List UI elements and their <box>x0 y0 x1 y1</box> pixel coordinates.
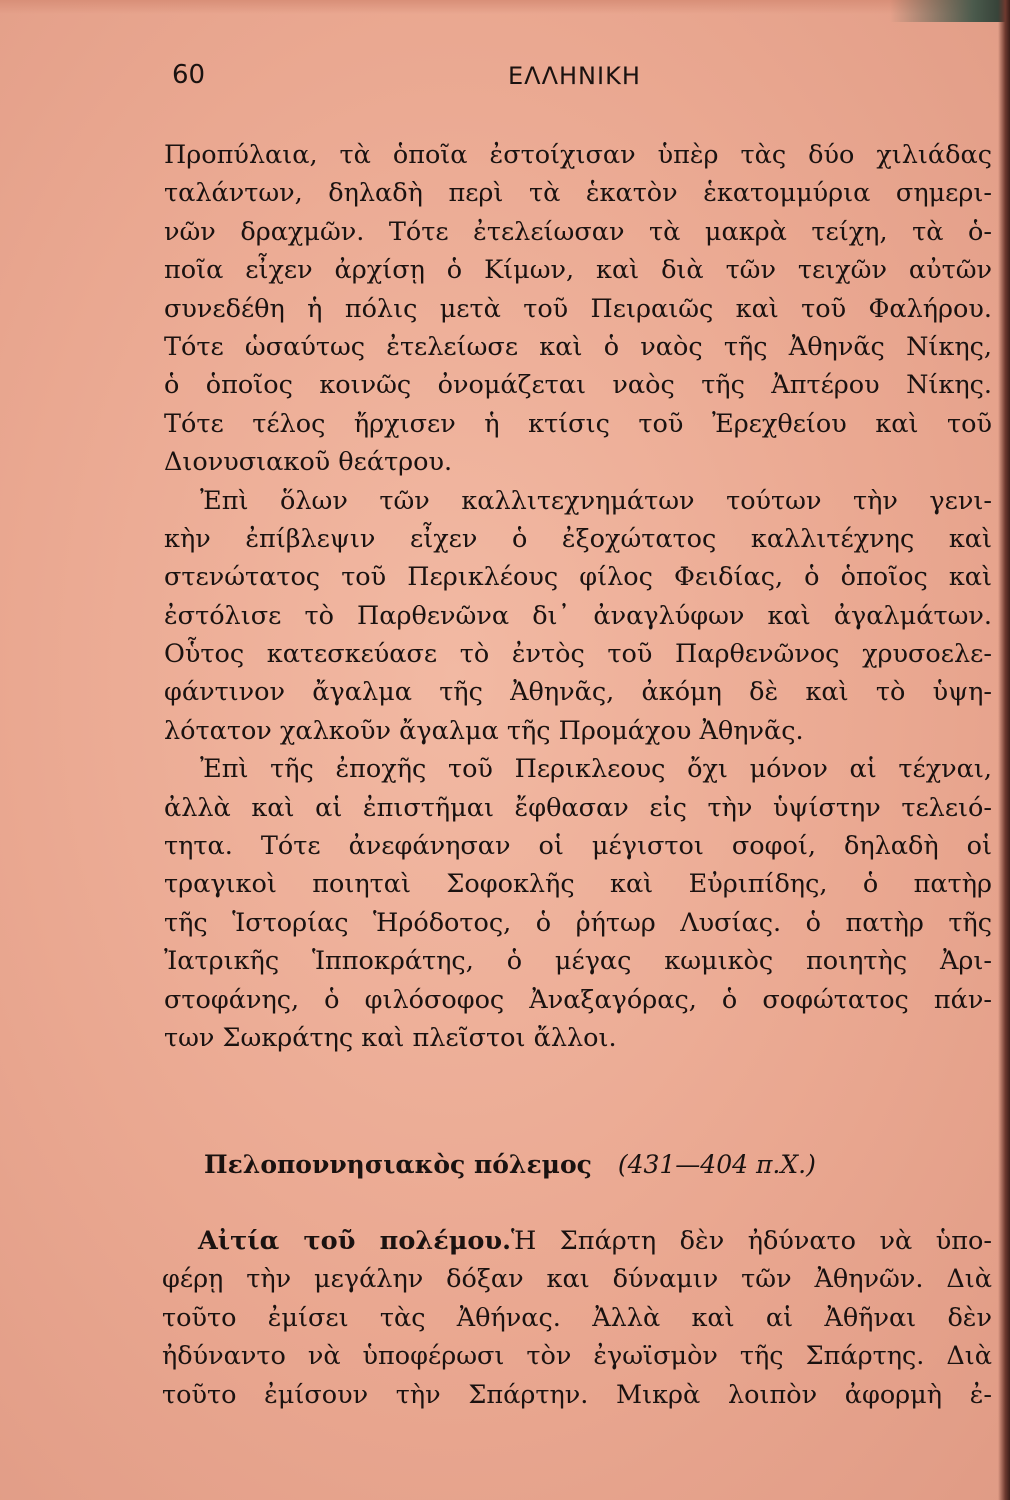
section-heading <box>204 1150 974 1190</box>
text-line: Διονυσιακοῦ θεάτρου. <box>164 447 453 478</box>
binding-corner <box>890 0 1010 22</box>
text-line: ἀλλὰ καὶ αἱ ἐπιστῆμαι ἔφθασαν εἰς τὴν ὑψίστην τελειό- <box>164 792 992 823</box>
text-line: ὁ ὁποῖος κοινῶς ὀνομάζεται ναὸς τῆς Ἀπτέρου Νίκης. <box>164 370 992 401</box>
text-line: Τότε ὡσαύτως ἐτελείωσε καὶ ὁ ναὸς τῆς Ἀθηνᾶς Νίκης, <box>164 331 992 362</box>
text-line: των Σωκράτης καὶ πλεῖστοι ἄλλοι. <box>164 1022 617 1053</box>
text-line: Τότε τέλος ἤρχισεν ἡ κτίσις τοῦ Ἐρεχθείου καὶ τοῦ <box>164 408 992 439</box>
section-dates: (431—404 π.Χ.) <box>617 1150 816 1179</box>
text-line <box>162 1222 992 1260</box>
page-header <box>170 60 990 100</box>
text-line: ἐστόλισε τὸ Παρθενῶνα δι᾽ ἀναγλύφων καὶ ἀγαλμάτων. <box>164 600 992 631</box>
text-line: ἠδύναντο νὰ ὑποφέρωσι τὸν ἐγωϊσμὸν τῆς Σπάρτης. Διὰ <box>162 1341 992 1372</box>
text-line: Προπύλαια, τὰ ὁποῖα ἐστοίχισαν ὑπὲρ τὰς δύο χιλιάδας <box>164 140 992 170</box>
text-line: λότατον χαλκοῦν ἄγαλμα τῆς Προμάχου Ἀθηνᾶς. <box>164 715 804 746</box>
text-line: στενώτατος τοῦ Περικλέους φίλος Φειδίας, ὁ ὁποῖος καὶ <box>164 562 992 593</box>
text-line: Οὗτος κατεσκεύασε τὸ ἐντὸς τοῦ Παρθενῶνος χρυσοελε- <box>164 639 992 670</box>
text-line: φέρῃ τὴν μεγάλην δόξαν και δύναμιν τῶν Ἀθηνῶν. Διὰ <box>162 1264 992 1295</box>
text-line: ταλάντων, δηλαδὴ περὶ τὰ ἑκατὸν ἑκατομμύρια σημερι- <box>164 178 992 209</box>
text-line: τοῦτο ἐμίσουν τὴν Σπάρτην. Μικρὰ λοιπὸν ἀφορμὴ ἐ- <box>162 1379 992 1410</box>
section-title: Πελοποννησιακὸς πόλεμος <box>204 1150 592 1179</box>
text-line: τητα. Τότε ἀνεφάνησαν οἱ μέγιστοι σοφοί, δηλαδὴ οἱ <box>164 831 992 862</box>
page-number: 60 <box>172 60 206 90</box>
text-line: νῶν δραχμῶν. Τότε ἐτελείωσαν τὰ μακρὰ τείχη, τὰ ὁ- <box>164 216 992 247</box>
text-line: Ἐπὶ τῆς ἐποχῆς τοῦ Περικλεους ὄχι μόνον αἱ τέχναι, <box>200 754 992 785</box>
text-fragment: Ἡ Σπάρτη δὲν ἠδύνατο νὰ ὑπο- <box>510 1226 992 1256</box>
text-line: στοφάνης, ὁ φιλόσοφος Ἀναξαγόρας, ὁ σοφώτατος πάν- <box>164 984 992 1015</box>
text-line: κὴν ἐπίβλεψιν εἶχεν ὁ ἐξοχώτατος καλλιτέχνης καὶ <box>164 523 992 554</box>
text-line: τοῦτο ἐμίσει τὰς Ἀθήνας. Ἀλλὰ καὶ αἱ Ἀθῆναι δὲν <box>162 1302 992 1333</box>
text-line: Ἰατρικῆς Ἱπποκράτης, ὁ μέγας κωμικὸς ποιητὴς Ἀρι- <box>164 946 992 977</box>
text-line: φάντινον ἄγαλμα τῆς Ἀθηνᾶς, ἀκόμη δὲ καὶ τὸ ὑψη- <box>164 677 992 708</box>
running-head: ΕΛΛΗΝΙΚΗ <box>508 62 641 90</box>
page-right-edge <box>998 0 1010 1500</box>
page-top-edge <box>0 0 1010 14</box>
text-line: τραγικοὶ ποιηταὶ Σοφοκλῆς καὶ Εὐριπίδης, ὁ πατὴρ <box>164 869 992 900</box>
text-line: τῆς Ἱστορίας Ἡρόδοτος, ὁ ῥήτωρ Λυσίας. ὁ πατὴρ τῆς <box>164 907 992 938</box>
text-line: συνεδέθη ἡ πόλις μετὰ τοῦ Πειραιῶς καὶ τοῦ Φαλήρου. <box>164 293 992 324</box>
runin-heading: Αἰτία τοῦ πολέμου. <box>198 1226 511 1256</box>
main-text-block <box>164 136 992 1057</box>
text-line: Ἐπὶ ὅλων τῶν καλλιτεχνημάτων τούτων τὴν γενι- <box>200 485 992 516</box>
section-text-block <box>162 1222 992 1414</box>
text-line: ποῖα εἶχεν ἀρχίσῃ ὁ Κίμων, καὶ διὰ τῶν τειχῶν αὐτῶν <box>164 255 992 286</box>
